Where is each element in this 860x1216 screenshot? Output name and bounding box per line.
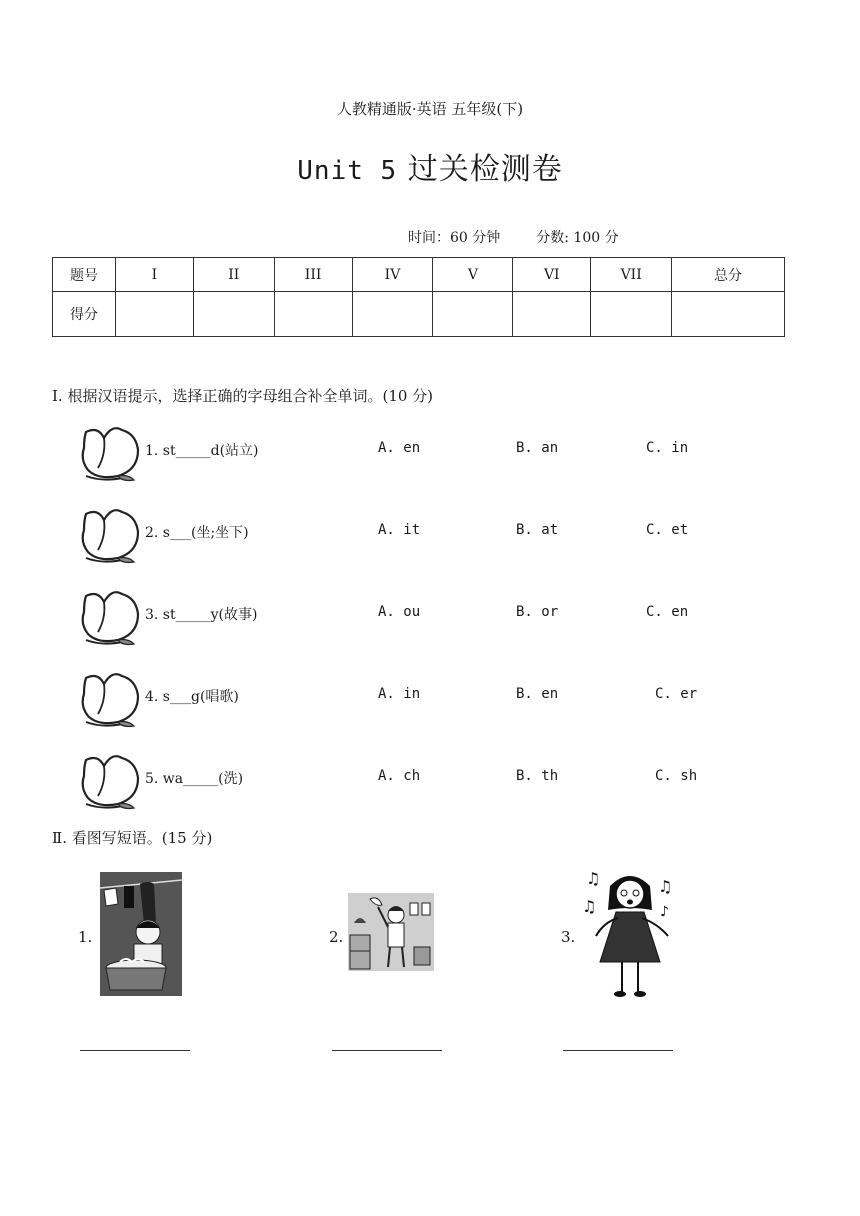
tulip-bag-icon	[78, 666, 142, 730]
cell-part-4: IV	[352, 258, 433, 292]
picture-number: 1.	[78, 928, 93, 946]
title-cn: 过关检测卷	[407, 152, 563, 187]
score-table-header-row	[53, 258, 785, 292]
score-input-cell[interactable]	[672, 292, 785, 337]
option-b[interactable]: B. th	[516, 768, 559, 784]
cleaning-room-picture	[348, 893, 434, 971]
option-b[interactable]: B. at	[516, 522, 559, 538]
picture-number: 3.	[561, 928, 576, 946]
cell-part-3: III	[274, 258, 352, 292]
option-b[interactable]: B. an	[516, 440, 559, 456]
page-title	[0, 144, 860, 188]
title-unit: Unit 5	[297, 156, 398, 186]
question-row	[78, 584, 778, 648]
score-input-cell[interactable]	[352, 292, 433, 337]
cell-question-no: 题号	[53, 258, 116, 292]
tulip-bag-icon	[78, 420, 142, 484]
cell-part-7: VII	[591, 258, 672, 292]
time-limit: 时间：60 分钟	[408, 230, 501, 246]
tulip-bag-icon	[78, 748, 142, 812]
question-row	[78, 666, 778, 730]
question-row	[78, 502, 778, 566]
cell-total: 总分	[672, 258, 785, 292]
score-input-cell[interactable]	[274, 292, 352, 337]
option-c[interactable]: C. et	[646, 522, 689, 538]
answer-line-3[interactable]	[563, 1050, 673, 1051]
question-row	[78, 748, 778, 812]
option-b[interactable]: B. or	[516, 604, 559, 620]
cell-score-label: 得分	[53, 292, 116, 337]
tulip-bag-icon	[78, 502, 142, 566]
question-row	[78, 420, 778, 484]
score-input-cell[interactable]	[115, 292, 193, 337]
tulip-bag-icon	[78, 584, 142, 648]
question-stem: 4. s___g(唱歌)	[145, 689, 239, 705]
picture-number: 2.	[329, 928, 344, 946]
edition-label: 人教精通版·英语 五年级(下)	[336, 100, 524, 118]
cell-part-1: I	[115, 258, 193, 292]
option-a[interactable]: A. ch	[378, 768, 421, 784]
cell-part-5: V	[433, 258, 513, 292]
question-stem: 2. s___(坐;坐下)	[145, 525, 249, 541]
svg-text:♫: ♫	[658, 877, 673, 896]
cell-part-2: II	[193, 258, 274, 292]
option-b[interactable]: B. en	[516, 686, 559, 702]
option-c[interactable]: C. sh	[655, 768, 698, 784]
score-input-cell[interactable]	[513, 292, 591, 337]
score-table	[52, 257, 785, 337]
section1-heading: Ⅰ. 根据汉语提示，选择正确的字母组合补全单词。(10 分)	[52, 387, 434, 405]
svg-text:♪: ♪	[660, 904, 669, 920]
total-score: 分数: 100 分	[536, 230, 619, 246]
option-a[interactable]: A. in	[378, 686, 421, 702]
option-c[interactable]: C. en	[646, 604, 689, 620]
answer-line-2[interactable]	[332, 1050, 442, 1051]
svg-text:♫: ♫	[582, 897, 597, 916]
question-stem: 1. st_____d(站立)	[145, 443, 259, 459]
score-input-cell[interactable]	[433, 292, 513, 337]
score-input-cell[interactable]	[193, 292, 274, 337]
score-table-score-row	[53, 292, 785, 337]
option-a[interactable]: A. it	[378, 522, 421, 538]
question-stem: 5. wa_____(洗)	[145, 771, 244, 787]
option-a[interactable]: A. ou	[378, 604, 421, 620]
score-input-cell[interactable]	[591, 292, 672, 337]
exam-meta	[408, 227, 619, 247]
option-c[interactable]: C. er	[655, 686, 698, 702]
answer-line-1[interactable]	[80, 1050, 190, 1051]
option-c[interactable]: C. in	[646, 440, 689, 456]
svg-text:♫: ♫	[586, 869, 601, 888]
option-a[interactable]: A. en	[378, 440, 421, 456]
girl-singing-picture	[580, 866, 680, 1002]
question-stem: 3. st_____y(故事)	[145, 607, 258, 623]
section2-heading: Ⅱ. 看图写短语。(15 分)	[52, 829, 213, 847]
cell-part-6: VI	[513, 258, 591, 292]
washing-clothes-picture	[96, 870, 186, 998]
